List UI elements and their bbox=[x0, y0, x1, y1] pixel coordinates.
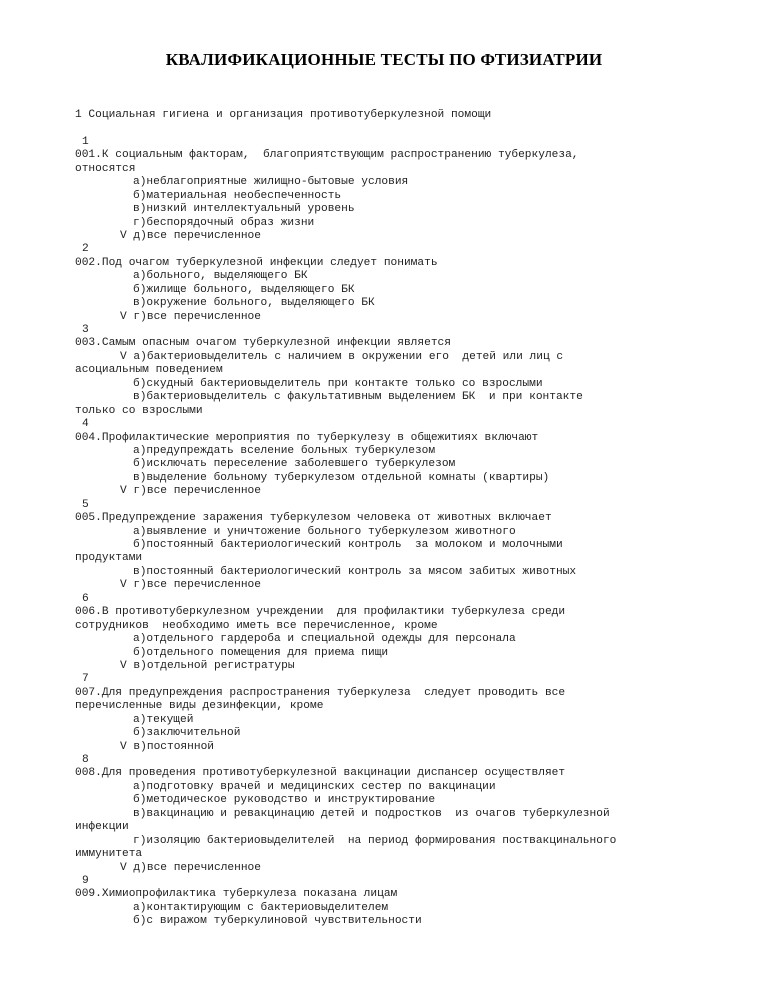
spacer bbox=[75, 122, 755, 135]
question-text: инфекции bbox=[75, 821, 129, 834]
answer-option: в)постоянный бактериологический контроль за мясом забитых животных bbox=[133, 565, 577, 578]
question-text: иммунитета bbox=[75, 848, 143, 861]
question-text: 001.К социальным факторам, благоприятствующим распространению туберкулеза, bbox=[75, 149, 579, 162]
question-number: 8 bbox=[82, 754, 89, 766]
page-title: КВАЛИФИКАЦИОННЫЕ ТЕСТЫ ПО ФТИЗИАТРИИ bbox=[165, 50, 603, 69]
question-text: 004.Профилактические мероприятия по туберкулезу в общежитиях включают bbox=[75, 431, 539, 444]
question-text: 009.Химиопрофилактика туберкулеза показана лицам bbox=[75, 888, 398, 901]
answer-option: а)больного, выделяющего БК bbox=[133, 270, 308, 283]
answer-option: б)скудный бактериовыделитель при контакте только со взрослыми bbox=[133, 377, 543, 390]
question-text: асоциальным поведением bbox=[75, 364, 223, 377]
question-text: сотрудников необходимо иметь все перечисленное, кроме bbox=[75, 619, 438, 632]
correct-answer-option: V г)все перечисленное bbox=[120, 579, 261, 592]
correct-answer-option: V в)постоянной bbox=[120, 740, 214, 753]
answer-option: в)низкий интеллектуальный уровень bbox=[133, 203, 355, 216]
answer-option: в)окружение больного, выделяющего БК bbox=[133, 297, 375, 310]
question-text: 003.Самым опасным очагом туберкулезной инфекции является bbox=[75, 337, 451, 350]
answer-option: б)отдельного помещения для приема пищи bbox=[133, 646, 389, 659]
question-number: 6 bbox=[82, 592, 89, 605]
answer-option: а)подготовку врачей и медицинских сестер по вакцинации bbox=[133, 780, 496, 793]
answer-option: б)исключать переселение заболевшего туберкулезом bbox=[133, 458, 456, 471]
question-text: 006.В противотуберкулезном учреждении для профилактики туберкулеза среди bbox=[75, 606, 566, 619]
answer-option: а)выявление и уничтожение больного туберкулезом животного bbox=[133, 525, 516, 538]
answer-option: г)изоляцию бактериовыделителей на период формирования поствакцинального bbox=[133, 834, 617, 847]
correct-answer-option: V в)отдельной регистратуры bbox=[120, 659, 295, 672]
question-number: 5 bbox=[82, 498, 89, 511]
question-text: продуктами bbox=[75, 552, 143, 565]
question-text: 007.Для предупреждения распространения туберкулеза следует проводить все bbox=[75, 686, 566, 699]
answer-option: а)предупреждать вселение больных туберкулезом bbox=[133, 444, 436, 457]
question-number: 4 bbox=[82, 418, 89, 431]
answer-option: а)отдельного гардероба и специальной одежды для персонала bbox=[133, 633, 516, 646]
question-number: 2 bbox=[82, 243, 89, 256]
question-number: 3 bbox=[82, 324, 89, 336]
question-number: 9 bbox=[82, 874, 89, 887]
correct-answer-option: V а)бактериовыделитель с наличием в окружении его детей или лиц с bbox=[120, 350, 564, 363]
question-text: 002.Под очагом туберкулезной инфекции следует понимать bbox=[75, 256, 438, 269]
answer-option: в)выделение больному туберкулезом отдельной комнаты (квартиры) bbox=[133, 471, 550, 484]
answer-option: а)текущей bbox=[133, 713, 194, 726]
question-text: только со взрослыми bbox=[75, 404, 203, 417]
correct-answer-option: V д)все перечисленное bbox=[120, 229, 261, 242]
answer-option: б)с виражом туберкулиновой чувствительности bbox=[133, 915, 422, 928]
correct-answer-option: V г)все перечисленное bbox=[120, 310, 261, 323]
correct-answer-option: V г)все перечисленное bbox=[120, 485, 261, 498]
document-body bbox=[75, 109, 755, 929]
section-heading: 1 Социальная гигиена и организация противотуберкулезной помощи bbox=[75, 109, 492, 121]
question-text: 008.Для проведения противотуберкулезной вакцинации диспансер осуществляет bbox=[75, 767, 566, 780]
answer-option: б)методическое руководство и инструктирование bbox=[133, 794, 436, 807]
answer-option: б)заключительной bbox=[133, 727, 241, 740]
answer-option: б)материальная необеспеченность bbox=[133, 189, 342, 202]
question-number: 7 bbox=[82, 673, 89, 686]
answer-option: б)постоянный бактериологический контроль за молоком и молочными bbox=[133, 539, 563, 551]
answer-option: а)неблагоприятные жилищно-бытовые условия bbox=[133, 176, 409, 189]
answer-option: г)беспорядочный образ жизни bbox=[133, 216, 315, 229]
answer-option: а)контактирующим с бактериовыделителем bbox=[133, 901, 389, 914]
answer-option: в)вакцинацию и ревакцинацию детей и подростков из очагов туберкулезной bbox=[133, 807, 610, 820]
question-number: 1 bbox=[82, 135, 89, 148]
question-text: относятся bbox=[75, 162, 136, 175]
answer-option: в)бактериовыделитель с факультативным выделением БК и при контакте bbox=[133, 391, 583, 404]
question-text: перечисленные виды дезинфекции, кроме bbox=[75, 700, 324, 713]
answer-option: б)жилище больного, выделяющего БК bbox=[133, 283, 355, 296]
question-text: 005.Предупреждение заражения туберкулезом человека от животных включает bbox=[75, 512, 552, 525]
correct-answer-option: V д)все перечисленное bbox=[120, 861, 261, 874]
